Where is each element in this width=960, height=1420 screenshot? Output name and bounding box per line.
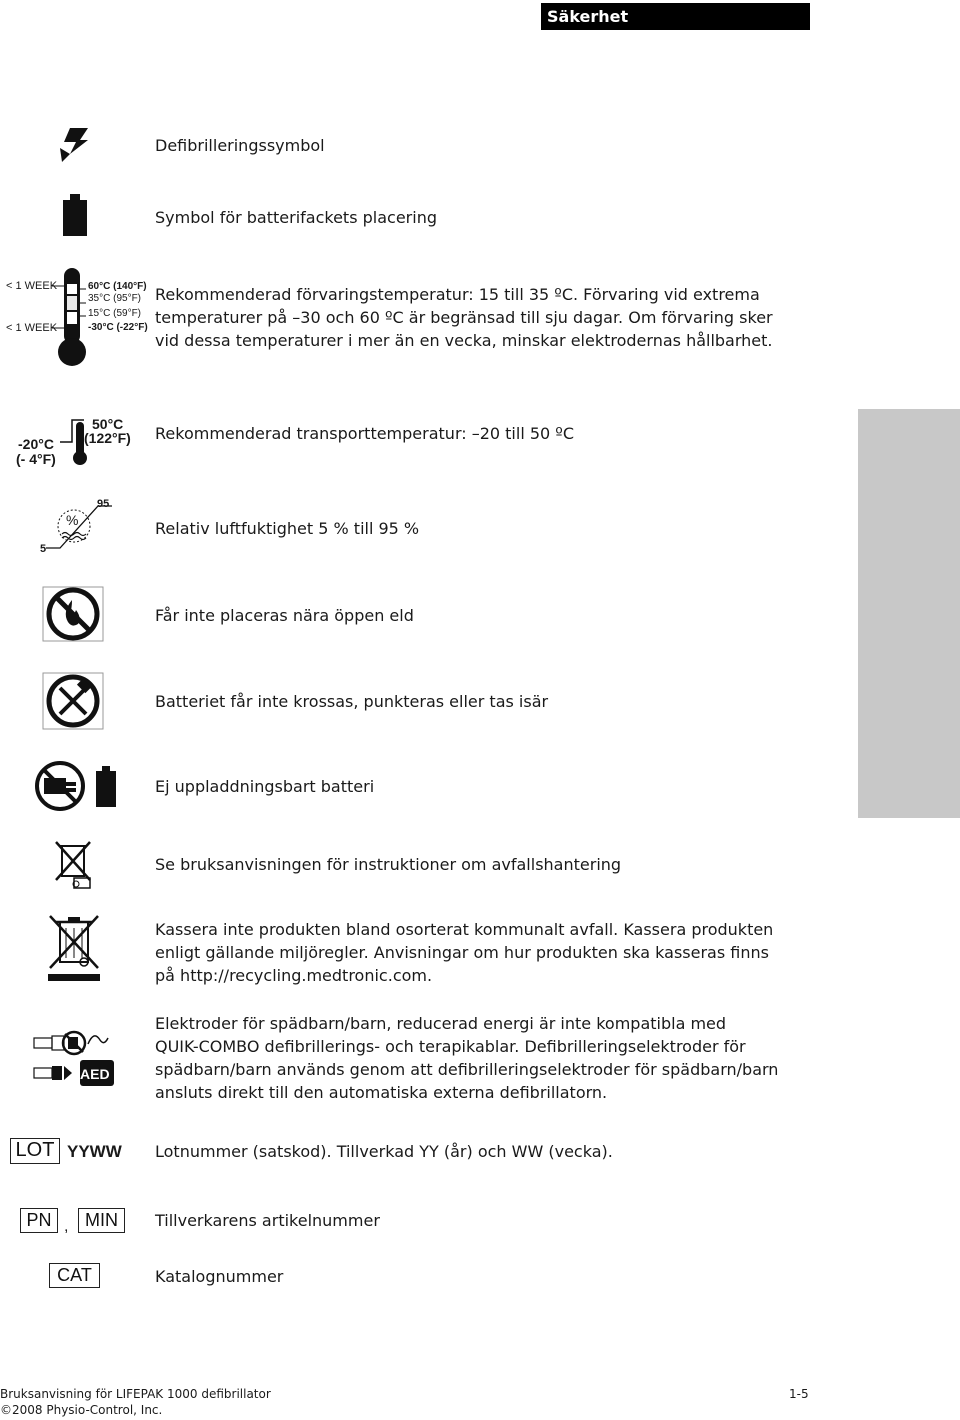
- humidity-high: 95: [97, 498, 110, 510]
- transport-low-c: -20°C: [18, 436, 54, 452]
- pn-min-separator: ,: [64, 1218, 69, 1235]
- waste-instructions-icon: [52, 838, 102, 890]
- lot-code: YYWW: [67, 1142, 122, 1161]
- transport-high-f: (122°F): [84, 430, 131, 446]
- pn-symbol: PN: [20, 1208, 58, 1233]
- storage-temp-15: 15°C (59°F): [88, 308, 142, 319]
- waste-instructions-text: Se bruksanvisningen för instruktioner om avfallshantering: [155, 855, 622, 874]
- transport-low-f: (- 4°F): [16, 451, 56, 467]
- no-open-flame-icon: [42, 586, 104, 642]
- weee-text: [155, 918, 773, 987]
- part-number-text: Tillverkarens artikelnummer: [155, 1211, 380, 1230]
- no-crush-text: Batteriet får inte krossas, punkteras eller tas isär: [155, 692, 549, 711]
- non-rechargeable-text: Ej uppladdningsbart batteri: [155, 777, 375, 796]
- weee-line-3: på http://recycling.medtronic.com.: [155, 966, 433, 985]
- battery-icon: [61, 194, 89, 238]
- pediatric-line-1: Elektroder för spädbarn/barn, reducerad energi är inte kompatibla med: [155, 1014, 727, 1033]
- section-title: Säkerhet: [547, 7, 629, 26]
- lot-symbol: LOT: [10, 1138, 60, 1164]
- weee-bin-icon: [44, 912, 104, 982]
- humidity-percent: %: [66, 512, 79, 528]
- defib-text: Defibrilleringssymbol: [155, 136, 325, 155]
- pediatric-line-2: QUIK-COMBO defibrillerings- och terapikablar. Defibrilleringselektroder för: [155, 1037, 746, 1056]
- storage-temp-minus30: -30°C (-22°F): [88, 322, 148, 333]
- transport-high-c: 50°C: [92, 416, 124, 432]
- lot-text: Lotnummer (satskod). Tillverkad YY (år) och WW (vecka).: [155, 1142, 613, 1161]
- storage-week-top: < 1 WEEK: [6, 280, 58, 292]
- pediatric-line-3: spädbarn/barn används genom att defibrilleringselektroder för spädbarn/barn: [155, 1060, 779, 1079]
- section-header: [541, 3, 810, 30]
- catalog-text: Katalognummer: [155, 1267, 284, 1286]
- storage-week-bottom: < 1 WEEK: [6, 322, 58, 334]
- min-symbol: MIN: [78, 1208, 125, 1233]
- no-crush-icon: [42, 672, 104, 730]
- footer: [0, 1386, 271, 1418]
- no-fire-text: Får inte placeras nära öppen eld: [155, 606, 414, 625]
- chapter-tab: [858, 409, 960, 818]
- defibrillation-icon: [58, 128, 90, 164]
- pediatric-line-4: ansluts direkt till den automatiska externa defibrillatorn.: [155, 1083, 608, 1102]
- storage-temp-35: 35°C (95°F): [88, 293, 142, 304]
- cat-symbol: CAT: [49, 1263, 100, 1288]
- humidity-low: 5: [40, 543, 47, 555]
- transport-text: Rekommenderad transporttemperatur: –20 till 50 ºC: [155, 424, 575, 443]
- storage-line-2: temperaturer på –30 och 60 ºC är begränsad till sju dagar. Om förvaring sker: [155, 308, 773, 327]
- footer-manual-title: Bruksanvisning för LIFEPAK 1000 defibrillator: [0, 1387, 271, 1401]
- storage-line-3: vid dessa temperaturer i mer än en vecka, minskar elektrodernas hållbarhet.: [155, 331, 773, 350]
- pediatric-text: [155, 1012, 778, 1104]
- page-number: 1-5: [789, 1387, 809, 1401]
- storage-line-1: Rekommenderad förvaringstemperatur: 15 till 35 ºC. Förvaring vid extrema: [155, 285, 760, 304]
- aed-label: AED: [80, 1066, 110, 1082]
- battery-text: Symbol för batterifackets placering: [155, 208, 437, 227]
- footer-copyright: ©2008 Physio-Control, Inc.: [0, 1403, 163, 1417]
- storage-temp-60: 60°C (140°F): [88, 281, 147, 292]
- weee-line-2: enligt gällande miljöregler. Anvisningar om hur produkten ska kasseras finns: [155, 943, 769, 962]
- storage-text: [155, 283, 773, 352]
- humidity-text: Relativ luftfuktighet 5 % till 95 %: [155, 519, 420, 538]
- weee-line-1: Kassera inte produkten bland osorterat kommunalt avfall. Kassera produkten: [155, 920, 774, 939]
- non-rechargeable-battery-icon: [34, 760, 124, 814]
